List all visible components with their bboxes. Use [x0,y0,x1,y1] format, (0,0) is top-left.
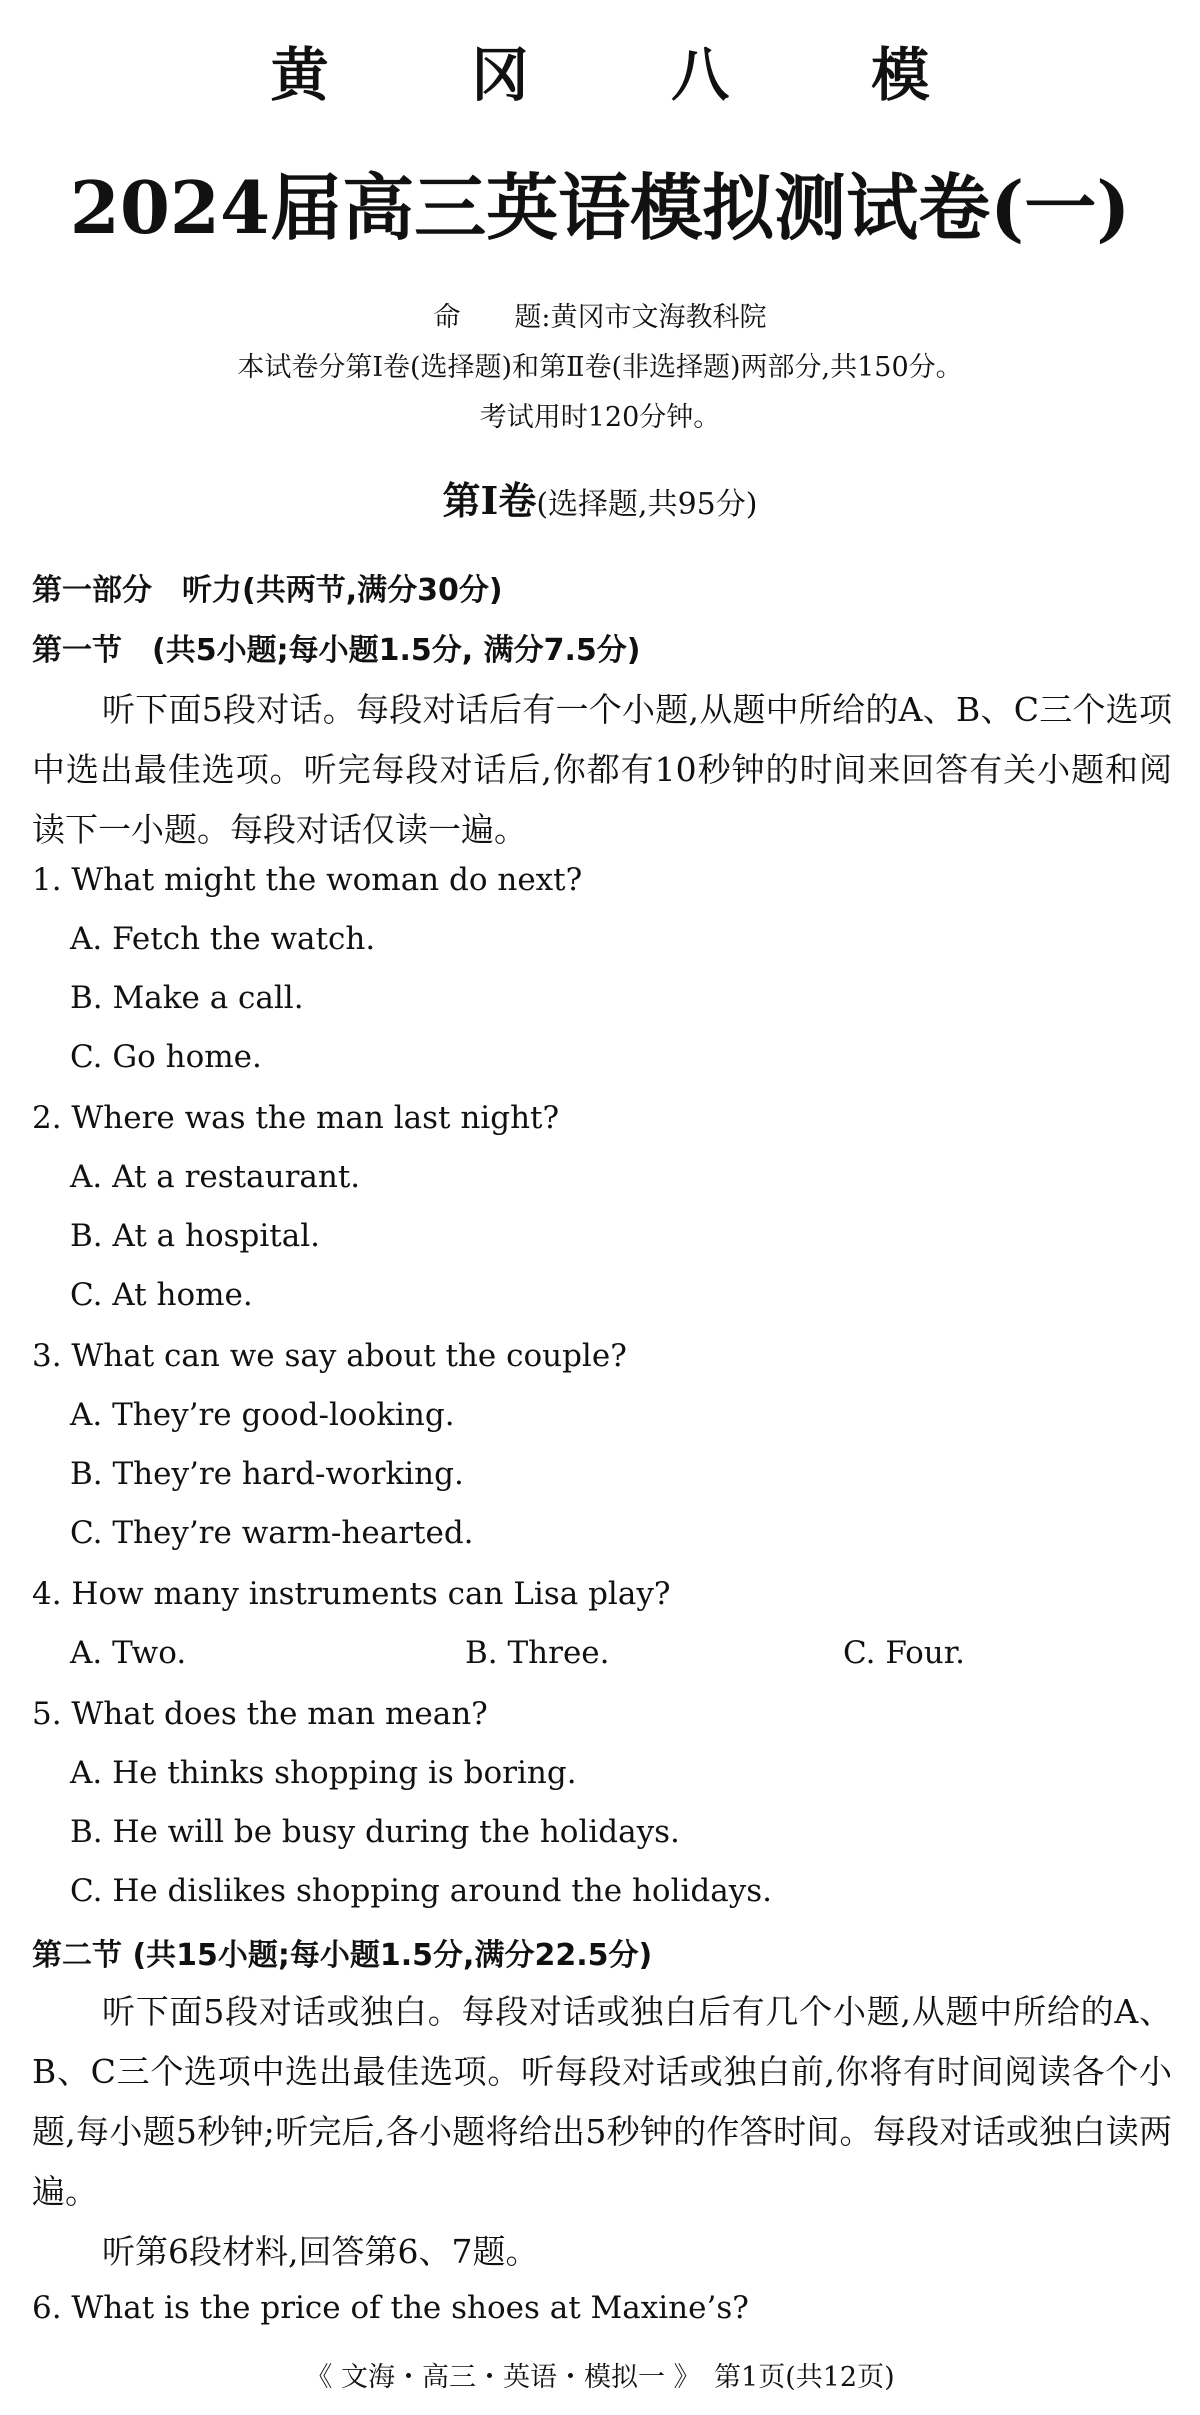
part-heading: 第一部分 听力(共两节,满分30分) [32,573,503,608]
question-stem: 3. What can we say about the couple? [32,1338,627,1374]
exam-note-1: 本试卷分第Ⅰ卷(选择题)和第Ⅱ卷(非选择题)两部分,共150分。 [237,352,963,383]
section-instructions: 听下面5段对话或独白。每段对话或独白后有几个小题,从题中所给的A、B、C三个选项中选出最佳选项。听每段对话或独白前,你将有时间阅读各个小题,每小题5秒钟;听完后,各小题将给出5秒钟的作答时间。每段对话或独白读两遍。 [32,1992,1172,2211]
answer-option: B. He will be busy during the holidays. [70,1814,680,1850]
answer-option: A. At a restaurant. [70,1159,361,1195]
volume-title [0,470,1200,525]
answer-option: A. Two. [70,1635,187,1671]
question-stem: 1. What might the woman do next? [32,862,583,898]
question-stem: 2. Where was the man last night? [32,1100,560,1136]
answer-option: A. He thinks shopping is boring. [70,1755,577,1791]
answer-option: B. At a hospital. [70,1218,320,1254]
question-stem: 5. What does the man mean? [32,1696,488,1732]
section-heading: 第二节 (共15小题;每小题1.5分,满分22.5分) [32,1938,653,1973]
series-char: 黄 [270,41,329,109]
volume-label: 第Ⅰ卷 [442,478,537,523]
series-char: 冈 [470,41,529,109]
section-heading: 第一节 (共5小题;每小题1.5分, 满分7.5分) [32,633,641,668]
question-stem: 6. What is the price of the shoes at Maxine’s? [32,2290,749,2326]
section-instructions: 听下面5段对话。每段对话后有一个小题,从题中所给的A、B、C三个选项中选出最佳选项。听完每段对话后,你都有10秒钟的时间来回答有关小题和阅读下一小题。每段对话仅读一遍。 [32,690,1172,849]
answer-option: A. Fetch the watch. [70,921,376,957]
question-stem: 4. How many instruments can Lisa play? [32,1576,671,1612]
answer-option: B. Make a call. [70,980,304,1016]
answer-option: B. Three. [465,1635,610,1671]
answer-option: C. Four. [843,1635,966,1671]
material-instruction: 听第6段材料,回答第6、7题。 [102,2232,539,2271]
exam-note-2: 考试用时120分钟。 [479,402,721,433]
author-line: 命 题:黄冈市文海教科院 [433,302,767,333]
answer-option: C. Go home. [70,1039,262,1075]
exam-title: 2024届高三英语模拟测试卷(一) [69,165,1131,250]
volume-subtitle: (选择题,共95分) [536,487,758,522]
series-heading [0,28,1200,112]
answer-option: C. At home. [70,1277,253,1313]
page-footer: 《 文海・高三・英语・模拟一 》 第1页(共12页) [305,2362,895,2393]
answer-option: C. He dislikes shopping around the holidays. [70,1873,773,1909]
answer-option: C. They’re warm-hearted. [70,1515,474,1551]
answer-option: B. They’re hard-working. [70,1456,464,1492]
series-char: 八 [671,41,730,109]
answer-option: A. They’re good-looking. [70,1397,455,1433]
series-char: 模 [871,41,930,109]
